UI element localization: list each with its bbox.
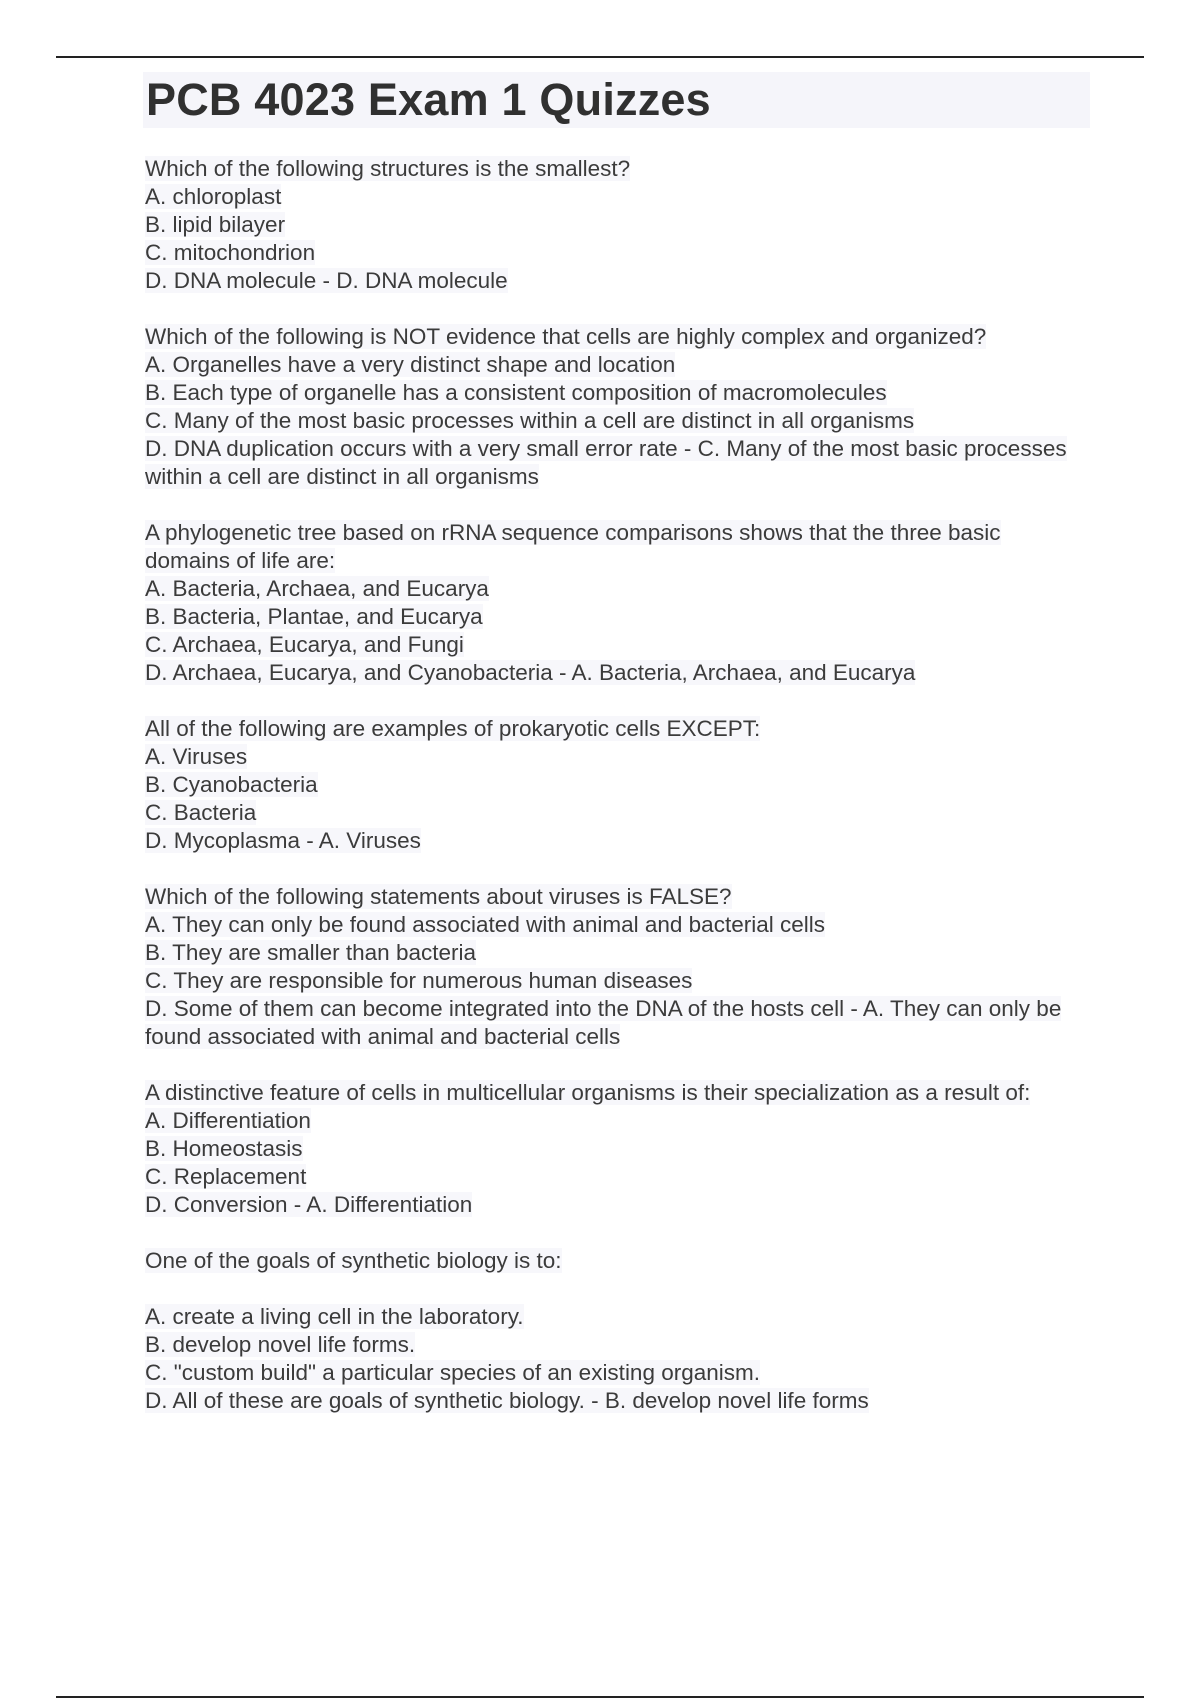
question-spacer	[145, 1275, 1085, 1303]
option-a: A. Differentiation	[145, 1108, 311, 1133]
option-b: B. Cyanobacteria	[145, 772, 318, 797]
question-5	[145, 883, 1085, 1051]
option-a: A. Viruses	[145, 744, 248, 769]
option-d-with-answer: D. DNA duplication occurs with a very small error rate - C. Many of the most basic processes within a cell are distinct in all organisms	[145, 436, 1067, 489]
option-d-with-answer: D. DNA molecule - D. DNA molecule	[145, 268, 508, 293]
question-text: Which of the following structures is the smallest?	[145, 156, 631, 181]
option-d-with-answer: D. Archaea, Eucarya, and Cyanobacteria - A. Bacteria, Archaea, and Eucarya	[145, 660, 916, 685]
option-b: B. Each type of organelle has a consistent composition of macromolecules	[145, 380, 887, 405]
question-2	[145, 323, 1085, 491]
question-7	[145, 1247, 1085, 1415]
option-a: A. chloroplast	[145, 184, 282, 209]
option-a: A. Bacteria, Archaea, and Eucarya	[145, 576, 489, 601]
bottom-rule	[56, 1696, 1144, 1698]
option-b: B. develop novel life forms.	[145, 1332, 416, 1357]
option-c: C. Replacement	[145, 1164, 307, 1189]
question-text: One of the goals of synthetic biology is to:	[145, 1248, 562, 1273]
option-c: C. Archaea, Eucarya, and Fungi	[145, 632, 464, 657]
question-text: A phylogenetic tree based on rRNA sequence comparisons shows that the three basic domains of life are:	[145, 520, 1001, 573]
top-rule	[56, 56, 1144, 58]
option-a: A. create a living cell in the laboratory.	[145, 1304, 524, 1329]
option-b: B. Homeostasis	[145, 1136, 303, 1161]
question-list	[145, 155, 1085, 1443]
option-c: C. mitochondrion	[145, 240, 316, 265]
question-text: All of the following are examples of prokaryotic cells EXCEPT:	[145, 716, 761, 741]
option-d-with-answer: D. All of these are goals of synthetic biology. - B. develop novel life forms	[145, 1388, 869, 1413]
page-title: PCB 4023 Exam 1 Quizzes	[146, 74, 711, 125]
option-c: C. "custom build" a particular species of an existing organism.	[145, 1360, 761, 1385]
option-a: A. They can only be found associated with animal and bacterial cells	[145, 912, 825, 937]
option-d-with-answer: D. Mycoplasma - A. Viruses	[145, 828, 421, 853]
question-text: A distinctive feature of cells in multicellular organisms is their specialization as a result of:	[145, 1080, 1031, 1105]
option-b: B. Bacteria, Plantae, and Eucarya	[145, 604, 483, 629]
question-6	[145, 1079, 1085, 1219]
option-a: A. Organelles have a very distinct shape and location	[145, 352, 676, 377]
option-b: B. lipid bilayer	[145, 212, 286, 237]
option-d-with-answer: D. Conversion - A. Differentiation	[145, 1192, 473, 1217]
question-text: Which of the following statements about viruses is FALSE?	[145, 884, 732, 909]
question-1	[145, 155, 1085, 295]
question-4	[145, 715, 1085, 855]
option-c: C. Bacteria	[145, 800, 257, 825]
option-c: C. Many of the most basic processes within a cell are distinct in all organisms	[145, 408, 915, 433]
option-d-with-answer: D. Some of them can become integrated into the DNA of the hosts cell - A. They can only be found associated with animal and bacterial cells	[145, 996, 1062, 1049]
option-c: C. They are responsible for numerous human diseases	[145, 968, 693, 993]
question-text: Which of the following is NOT evidence that cells are highly complex and organized?	[145, 324, 987, 349]
option-b: B. They are smaller than bacteria	[145, 940, 476, 965]
question-3	[145, 519, 1085, 687]
